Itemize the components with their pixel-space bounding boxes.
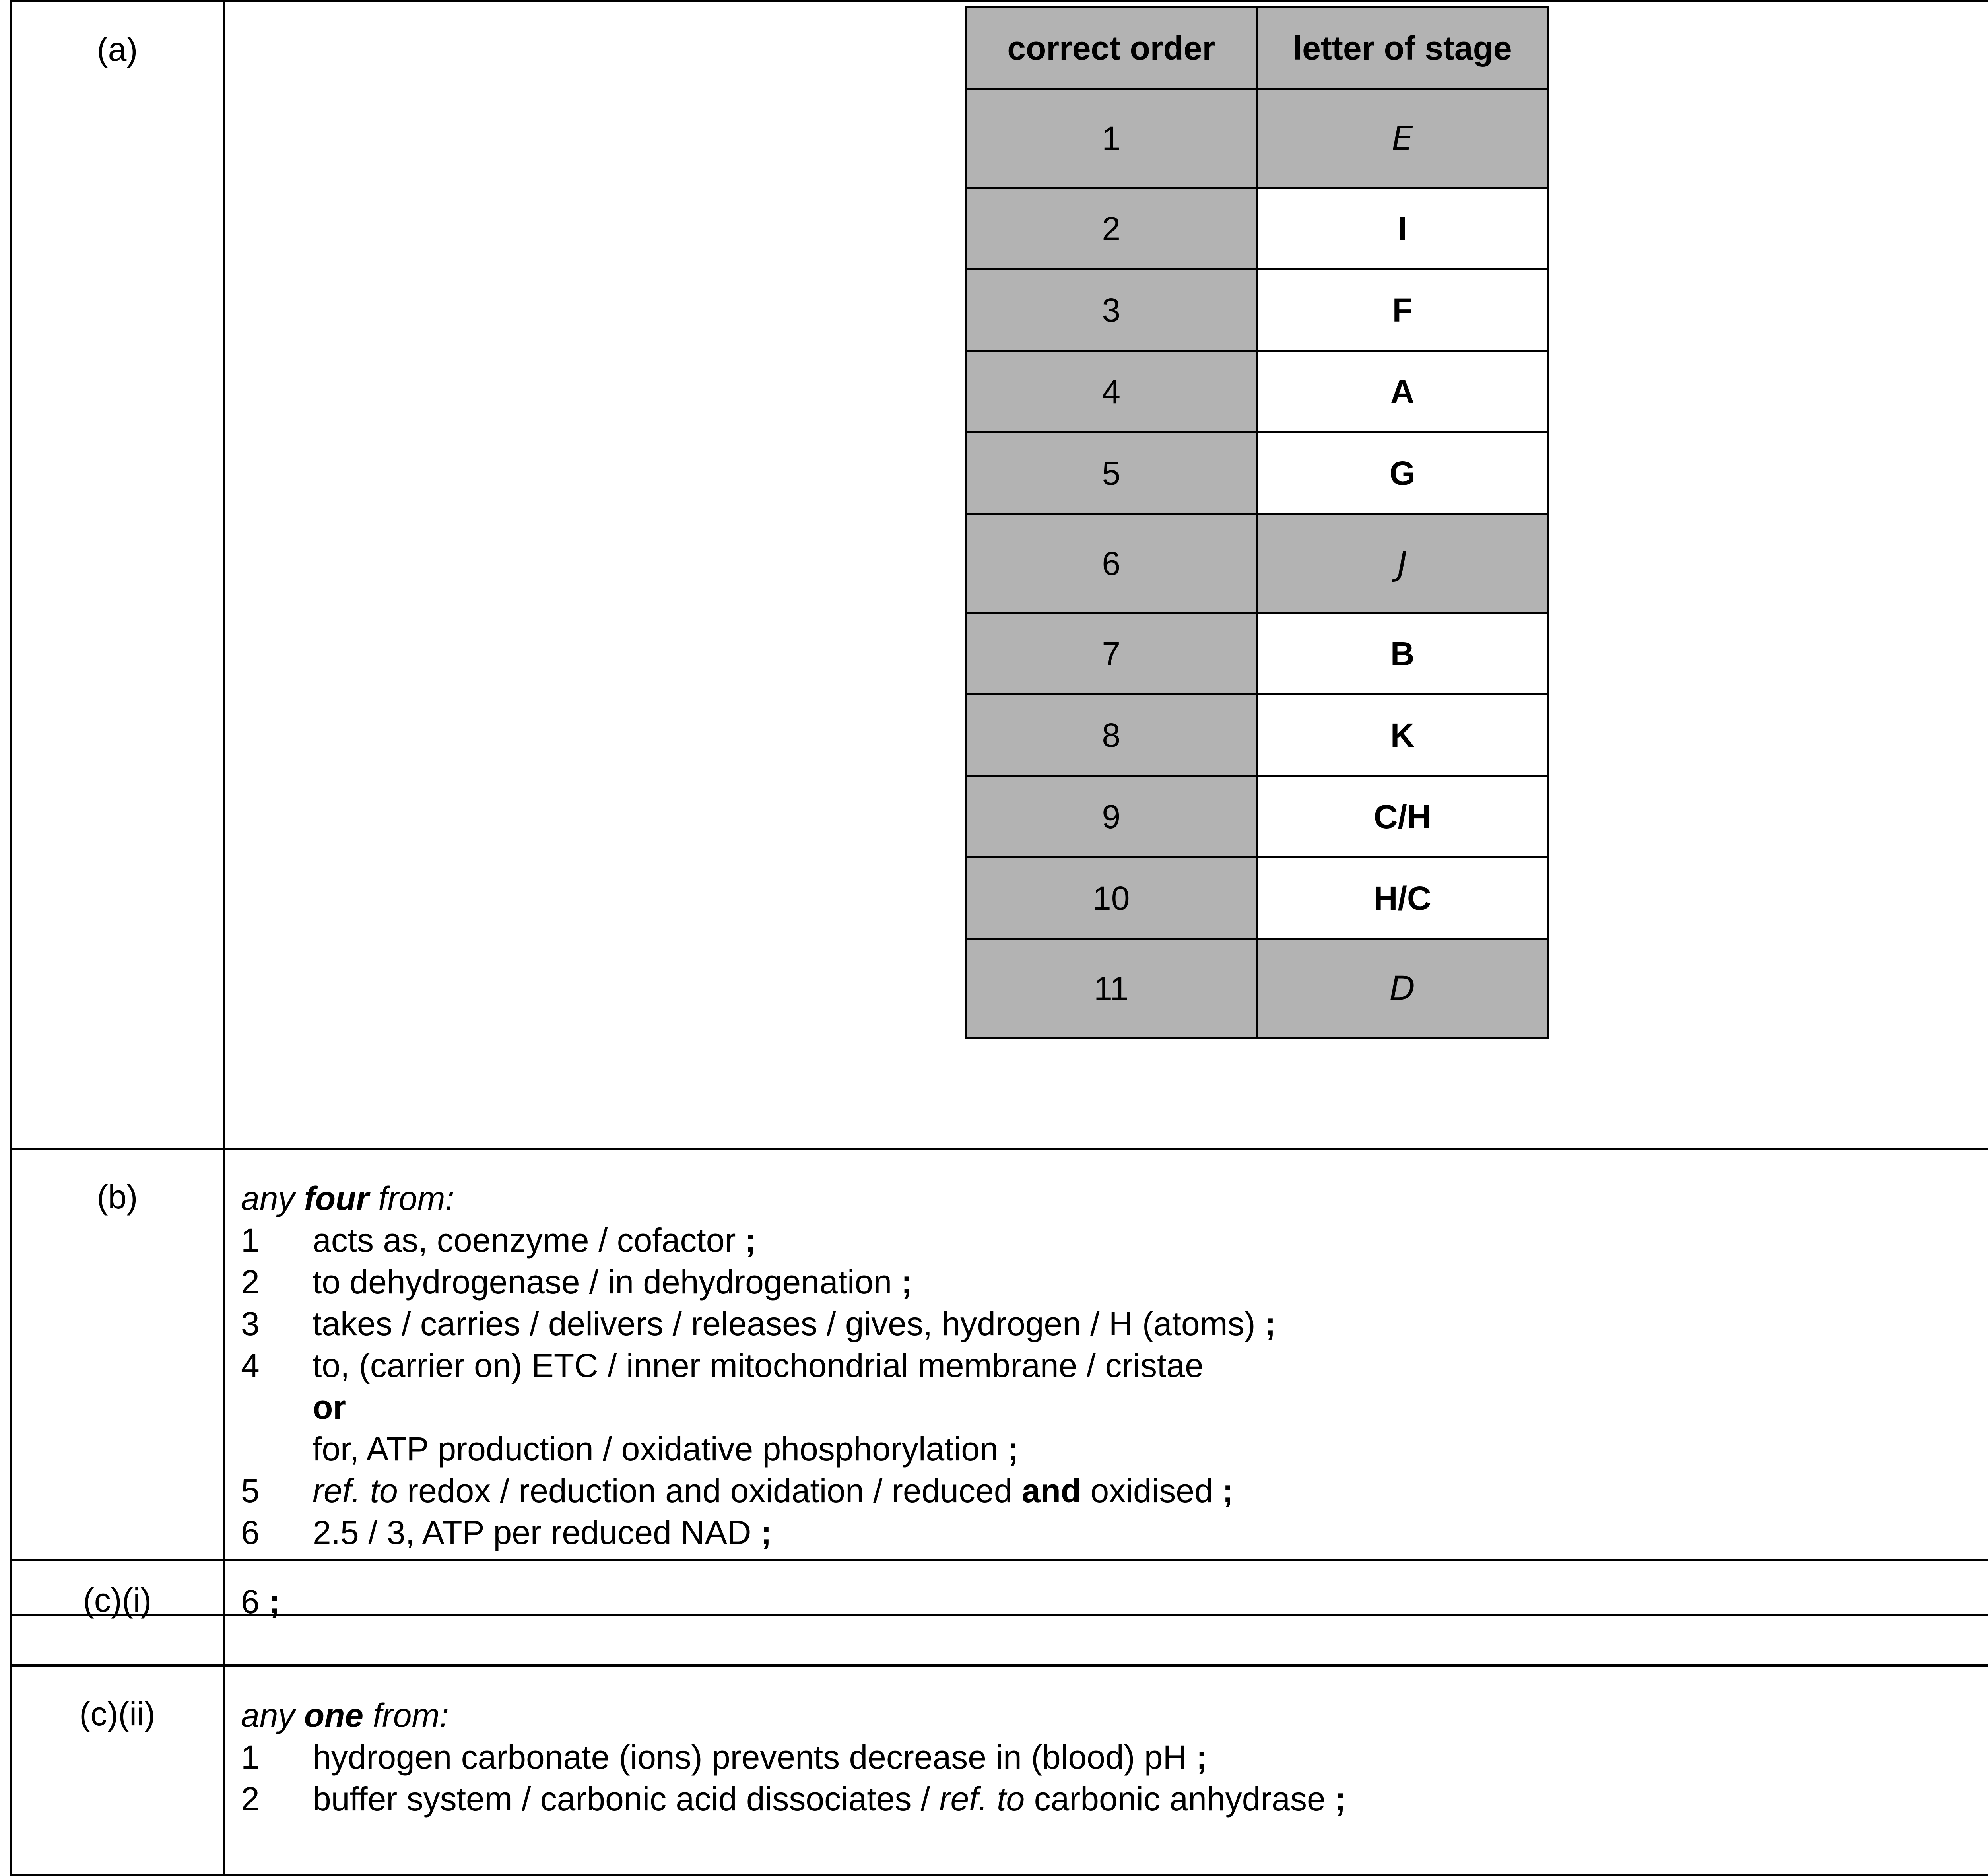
question-number: (c)(i) <box>11 1560 224 1666</box>
row-part-a <box>11 1 1988 1149</box>
question-number: (c)(ii) <box>11 1666 224 1875</box>
letter-cell: E <box>1257 89 1548 188</box>
letter-cell: A <box>1257 351 1548 433</box>
table-row <box>966 89 1548 188</box>
table-row <box>966 776 1548 858</box>
letter-cell: C/H <box>1257 776 1548 858</box>
order-cell: 5 <box>966 433 1257 514</box>
letter-cell: I <box>1257 188 1548 270</box>
answer-cell <box>224 1 1988 1149</box>
table-row <box>966 939 1548 1038</box>
answer-intro: any one from: <box>241 1697 449 1734</box>
list-item: 2 to dehydrogenase / in dehydrogenation ; <box>241 1263 912 1301</box>
table-row <box>966 270 1548 351</box>
mark-scheme-table-2 <box>10 1559 1988 1876</box>
mark-scheme-table-1 <box>10 0 1988 1616</box>
header-correct-order: correct order <box>966 8 1257 89</box>
list-item: 1 acts as, coenzyme / cofactor ; <box>241 1222 756 1259</box>
letter-cell: K <box>1257 695 1548 776</box>
order-cell: 10 <box>966 858 1257 939</box>
table-row <box>966 858 1548 939</box>
table-row <box>966 351 1548 433</box>
list-item: 1 hydrogen carbonate (ions) prevents decrease in (blood) pH ; <box>241 1738 1208 1776</box>
answer-intro: any four from: <box>241 1180 454 1217</box>
letter-cell: J <box>1257 514 1548 613</box>
list-item: 4 to, (carrier on) ETC / inner mitochondrial membrane / cristae <box>241 1347 1204 1384</box>
alternative-or: or <box>313 1389 346 1426</box>
table-row <box>966 514 1548 613</box>
list-item: 2 buffer system / carbonic acid dissociates / ref. to carbonic anhydrase ; <box>241 1780 1346 1818</box>
table-row <box>966 695 1548 776</box>
order-cell: 11 <box>966 939 1257 1038</box>
order-cell: 1 <box>966 89 1257 188</box>
list-item: 3 takes / carries / delivers / releases / gives, hydrogen / H (atoms) ; <box>241 1305 1276 1342</box>
letter-cell: H/C <box>1257 858 1548 939</box>
letter-cell: G <box>1257 433 1548 514</box>
order-cell: 3 <box>966 270 1257 351</box>
order-cell: 6 <box>966 514 1257 613</box>
answer-cell: 6 ; <box>224 1560 1988 1666</box>
stage-order-table <box>965 6 1549 1039</box>
letter-cell: B <box>1257 613 1548 695</box>
order-cell: 2 <box>966 188 1257 270</box>
order-cell: 7 <box>966 613 1257 695</box>
list-item: 6 2.5 / 3, ATP per reduced NAD ; <box>241 1514 772 1551</box>
letter-cell: F <box>1257 270 1548 351</box>
header-letter-of-stage: letter of stage <box>1257 8 1548 89</box>
alternative-text: for, ATP production / oxidative phosphorylation ; <box>313 1430 1019 1468</box>
table-row <box>966 433 1548 514</box>
row-part-b <box>11 1149 1988 1615</box>
question-number: (b) <box>11 1149 224 1615</box>
order-cell: 9 <box>966 776 1257 858</box>
order-table-wrap <box>225 2 1988 1092</box>
row-part-c-ii <box>11 1666 1988 1875</box>
order-cell: 4 <box>966 351 1257 433</box>
question-number: (a) <box>11 1 224 1149</box>
table-row <box>966 188 1548 270</box>
answer-cell <box>224 1666 1988 1875</box>
letter-cell: D <box>1257 939 1548 1038</box>
answer-cell <box>224 1149 1988 1615</box>
order-cell: 8 <box>966 695 1257 776</box>
list-item: 5 ref. to redox / reduction and oxidation / reduced and oxidised ; <box>241 1472 1233 1509</box>
row-part-c-i <box>11 1560 1988 1666</box>
table-row <box>966 613 1548 695</box>
